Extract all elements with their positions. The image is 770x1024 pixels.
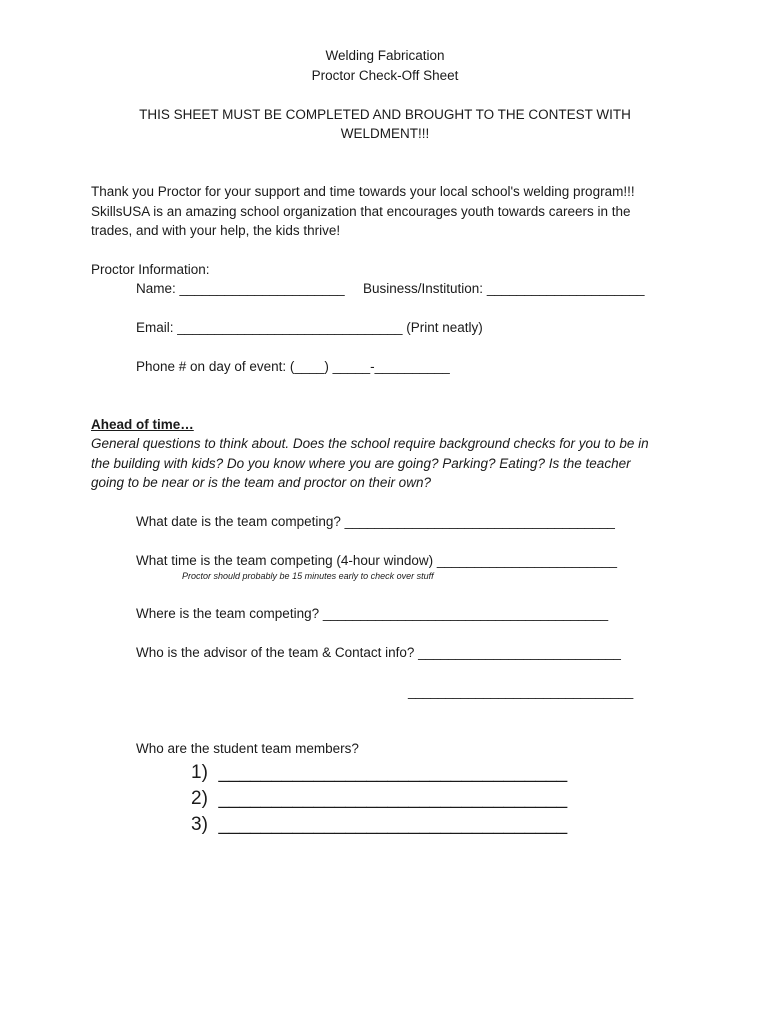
phone-field: Phone # on day of event: (____) _____-__________ <box>136 359 450 374</box>
notice-line-1: THIS SHEET MUST BE COMPLETED AND BROUGHT TO THE CONTEST WITH <box>139 107 631 122</box>
question-where: Where is the team competing? ______________________________________ <box>136 606 609 621</box>
proctor-info-heading: Proctor Information: <box>91 262 210 277</box>
question-date: What date is the team competing? ____________________________________ <box>136 514 615 529</box>
question-advisor: Who is the advisor of the team & Contact info? ___________________________ <box>136 645 621 660</box>
question-advisor-continuation: ______________________________ <box>408 684 634 699</box>
document-subtitle: Proctor Check-Off Sheet <box>311 68 459 83</box>
intro-line-2: SkillsUSA is an amazing school organization that encourages youth towards careers in the <box>91 204 631 219</box>
ahead-heading: Ahead of time… <box>91 417 194 432</box>
name-field: Name: ______________________ <box>136 281 345 296</box>
question-time-note: Proctor should probably be 15 minutes early to check over stuff <box>182 571 434 581</box>
intro-line-1: Thank you Proctor for your support and time towards your local school's welding program!!! <box>91 184 635 199</box>
email-field: Email: ______________________________ (Print neatly) <box>136 320 483 335</box>
intro-line-3: trades, and with your help, the kids thrive! <box>91 223 341 238</box>
question-time: What time is the team competing (4-hour window) ________________________ <box>136 553 618 568</box>
member-line-2: 2) _________________________________ <box>191 788 568 809</box>
business-field: Business/Institution: _____________________ <box>363 281 645 296</box>
ahead-line-1: General questions to think about. Does the school require background checks for you to be in <box>91 436 649 451</box>
member-line-3: 3) _________________________________ <box>191 814 568 835</box>
question-members: Who are the student team members? <box>136 741 359 756</box>
ahead-line-2: the building with kids? Do you know where you are going? Parking? Eating? Is the teacher <box>91 456 631 471</box>
document-title: Welding Fabrication <box>325 48 445 63</box>
member-line-1: 1) _________________________________ <box>191 762 568 783</box>
notice-line-2: WELDMENT!!! <box>340 126 430 141</box>
ahead-line-3: going to be near or is the team and proctor on their own? <box>91 475 431 490</box>
